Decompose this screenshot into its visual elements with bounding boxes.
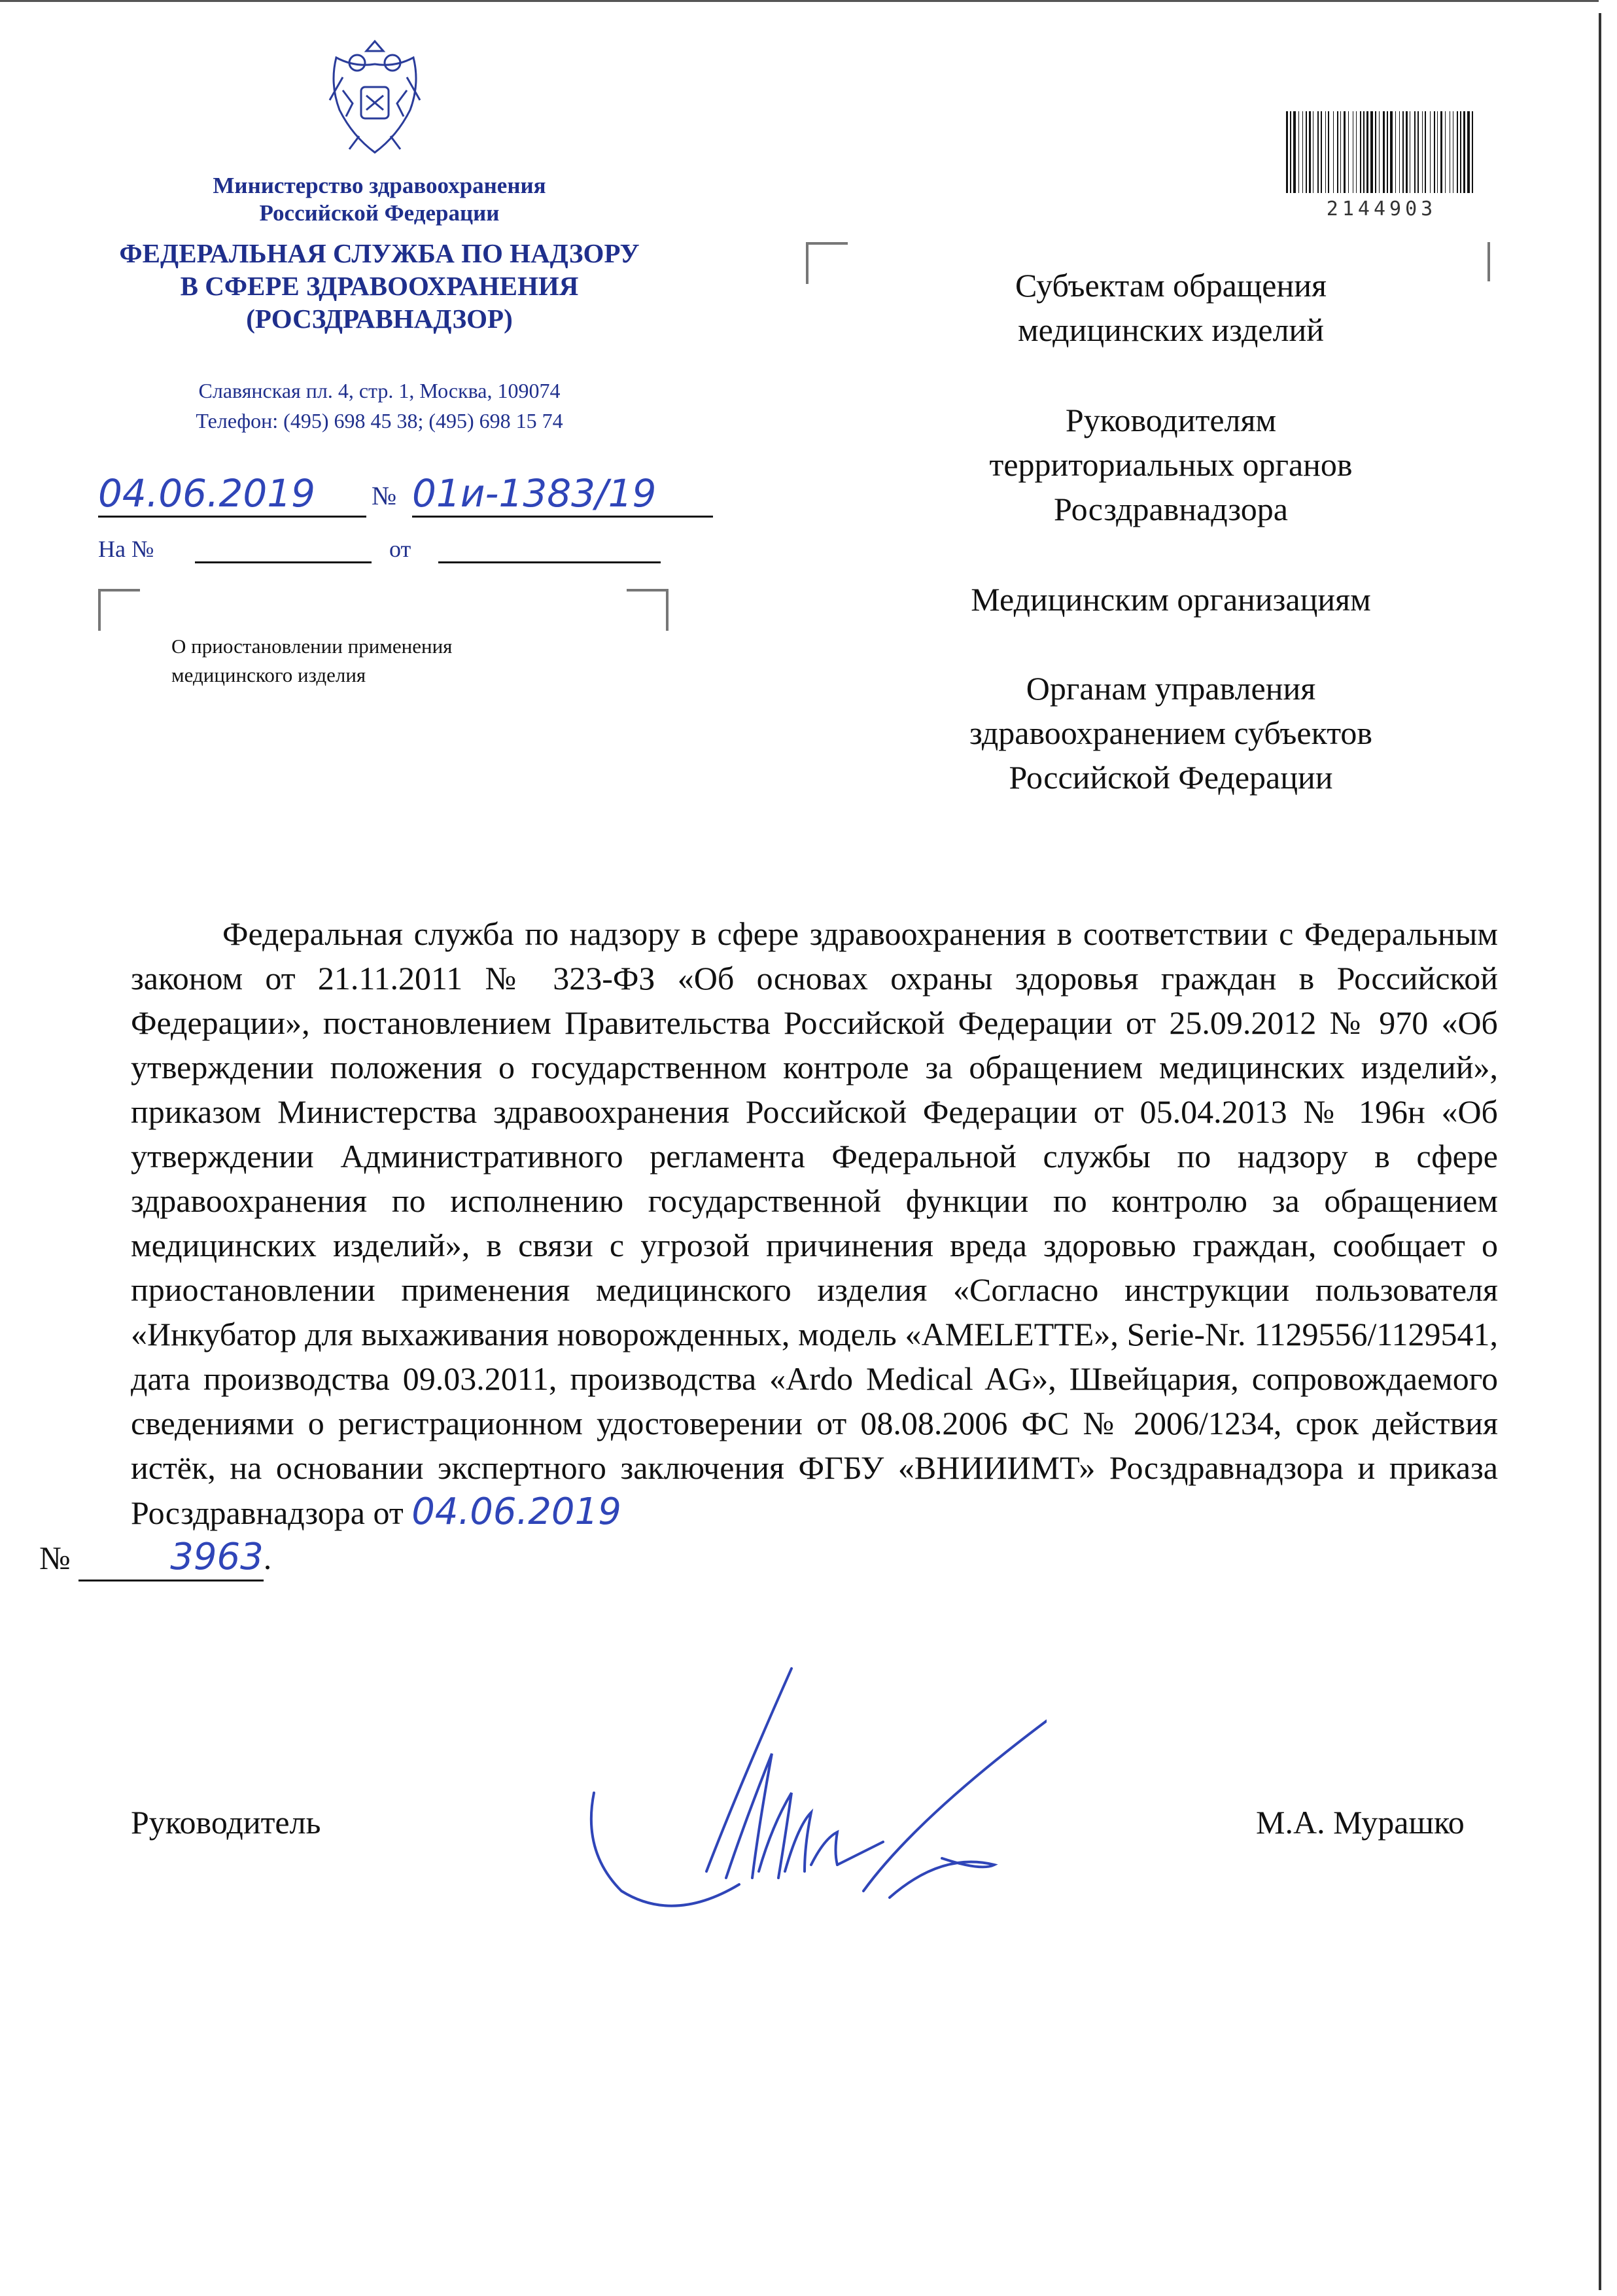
recipient-3-line1: Медицинским организациям <box>971 581 1371 618</box>
barcode-bar <box>1434 111 1435 193</box>
barcode-bar <box>1437 111 1438 193</box>
registration-date: 04.06.2019 <box>98 471 366 518</box>
recipients-bracket-left <box>806 242 848 284</box>
ministry-line1: Министерство здравоохранения <box>213 173 546 198</box>
reply-number-line <box>195 561 372 563</box>
ministry-line2: Российской Федерации <box>259 200 500 226</box>
barcode-bar <box>1298 111 1299 193</box>
handwritten-signature <box>576 1655 1047 1930</box>
barcode-bar <box>1422 111 1423 193</box>
reply-label: На № <box>98 536 154 562</box>
barcode-bar <box>1317 111 1319 193</box>
barcode-bar <box>1375 111 1376 193</box>
phone-line: Телефон: (495) 698 45 38; (495) 698 15 74 <box>196 409 563 433</box>
recipient-4 <box>877 666 1465 800</box>
registration-number: 01и-1383/19 <box>412 471 713 518</box>
reply-from-label: от <box>389 536 411 562</box>
reply-row <box>98 535 687 574</box>
body-paragraph <box>39 911 1498 1581</box>
barcode-bar <box>1325 111 1326 193</box>
subject-line2: медицинского изделия <box>171 663 366 686</box>
barcode-bar <box>1406 111 1408 193</box>
barcode-bar <box>1440 111 1442 193</box>
barcode-bar <box>1302 111 1303 193</box>
bracket-top-right <box>627 589 669 631</box>
coat-of-arms-emblem <box>323 38 426 162</box>
recipients-bracket-right <box>1485 242 1490 281</box>
barcode-bar <box>1472 111 1473 193</box>
bracket-top-left <box>98 589 140 631</box>
order-number: 3963 <box>78 1535 264 1581</box>
recipient-4-line2: здравоохранением субъектов <box>969 715 1373 751</box>
order-date: 04.06.2019 <box>411 1491 621 1533</box>
scan-edge-top <box>0 0 1599 2</box>
recipient-4-line1: Органам управления <box>1026 670 1316 707</box>
recipient-2 <box>877 398 1465 531</box>
barcode-bar <box>1387 111 1388 193</box>
barcode-bar <box>1414 111 1416 193</box>
barcode-bar <box>1328 111 1329 193</box>
barcode-bar <box>1402 111 1404 193</box>
barcode-bar <box>1417 111 1419 193</box>
barcode-bar <box>1356 111 1357 193</box>
barcode-bar <box>1337 111 1338 193</box>
barcode-bar <box>1463 111 1465 193</box>
barcode-bar <box>1457 111 1458 193</box>
barcode-number: 2144903 <box>1326 198 1437 221</box>
reply-date-line <box>438 561 661 563</box>
barcode-bar <box>1460 111 1461 193</box>
barcode-bar <box>1340 111 1341 193</box>
barcode <box>1283 111 1480 196</box>
barcode-bar <box>1344 111 1346 193</box>
subject-line1: О приостановлении применения <box>171 635 453 658</box>
barcode-bar <box>1379 111 1380 193</box>
barcode-bar <box>1309 111 1311 193</box>
barcode-bar <box>1467 111 1470 193</box>
barcode-bar <box>1425 111 1426 193</box>
body-end: . <box>263 1540 272 1576</box>
barcode-bar <box>1390 111 1393 193</box>
barcode-bar <box>1290 111 1291 193</box>
barcode-bar <box>1360 111 1361 193</box>
recipient-1 <box>877 263 1465 352</box>
barcode-bars <box>1283 111 1480 203</box>
barcode-bar <box>1348 111 1349 193</box>
recipient-3 <box>877 577 1465 622</box>
barcode-bar <box>1445 111 1446 193</box>
signature-name: М.А. Мурашко <box>1256 1804 1465 1841</box>
service-line1: ФЕДЕРАЛЬНАЯ СЛУЖБА ПО НАДЗОРУ <box>119 238 640 268</box>
recipient-1-line1: Субъектам обращения <box>1015 267 1327 304</box>
barcode-bar <box>1383 111 1385 193</box>
recipient-2-line2: территориальных органов <box>989 446 1353 483</box>
barcode-bar <box>1363 111 1365 193</box>
barcode-bar <box>1293 111 1296 193</box>
barcode-bar <box>1430 111 1431 193</box>
barcode-bar <box>1306 111 1307 193</box>
signature-title: Руководитель <box>131 1804 321 1841</box>
barcode-bar <box>1366 111 1368 193</box>
recipient-1-line2: медицинских изделий <box>1017 311 1325 348</box>
barcode-bar <box>1370 111 1373 193</box>
registration-row <box>98 471 726 523</box>
service-line2: В СФЕРЕ ЗДРАВООХРАНЕНИЯ <box>180 271 579 301</box>
barcode-bar <box>1399 111 1400 193</box>
barcode-bar <box>1333 111 1334 193</box>
order-number-sign: № <box>39 1540 71 1576</box>
barcode-bar <box>1286 111 1288 193</box>
body-text: Федеральная служба по надзору в сфере здравоохранения в соответствии с Федеральным законом от 21.11.2011 № 323-ФЗ «Об основах охраны здоровья граждан в Российской Федерации», постановлением Правительства Российской Федерации от 25.09.2012 № 970 «Об утверждении положения о государственном контроле за обращением медицинских изделий», приказом Министерства здравоохранения Российской Федерации от 05.04.2013 № 196н «Об утверждении Административного регламента Федеральной службы по надзору в сфере здравоохранения по исполнению государственной функции по контролю за обращением медицинских изделий», в связи с угрозой причинения вреда здоровью граждан, сообщает о приостановлении применения медицинского изделия «Согласно инструкции пользователя «Инкубатор для выхаживания новорожденных, модель «AMELETTE», Serie-Nr. 1129556/1129541, дата производства 09.03.2011, производства «Ardo Medical AG», Швейцария, сопровождаемого сведениями о регистрационном удостоверении от 08.08.2006 ФС № 2006/1234, срок действия истёк, на основании экспертного заключения ФГБУ «ВНИИИМТ» Росздравнадзора и приказа Росздравнадзора от <box>131 915 1498 1531</box>
barcode-bar <box>1395 111 1396 193</box>
registration-number-sign: № <box>372 481 397 510</box>
recipient-2-line3: Росздравнадзора <box>1054 491 1288 527</box>
recipient-4-line3: Российской Федерации <box>1009 759 1333 796</box>
scan-edge-right <box>1599 13 1601 2290</box>
address-line: Славянская пл. 4, стр. 1, Москва, 109074 <box>198 379 561 402</box>
service-line3: (РОСЗДРАВНАДЗОР) <box>246 304 513 334</box>
recipient-2-line1: Руководителям <box>1065 402 1277 438</box>
barcode-bar <box>1321 111 1322 193</box>
